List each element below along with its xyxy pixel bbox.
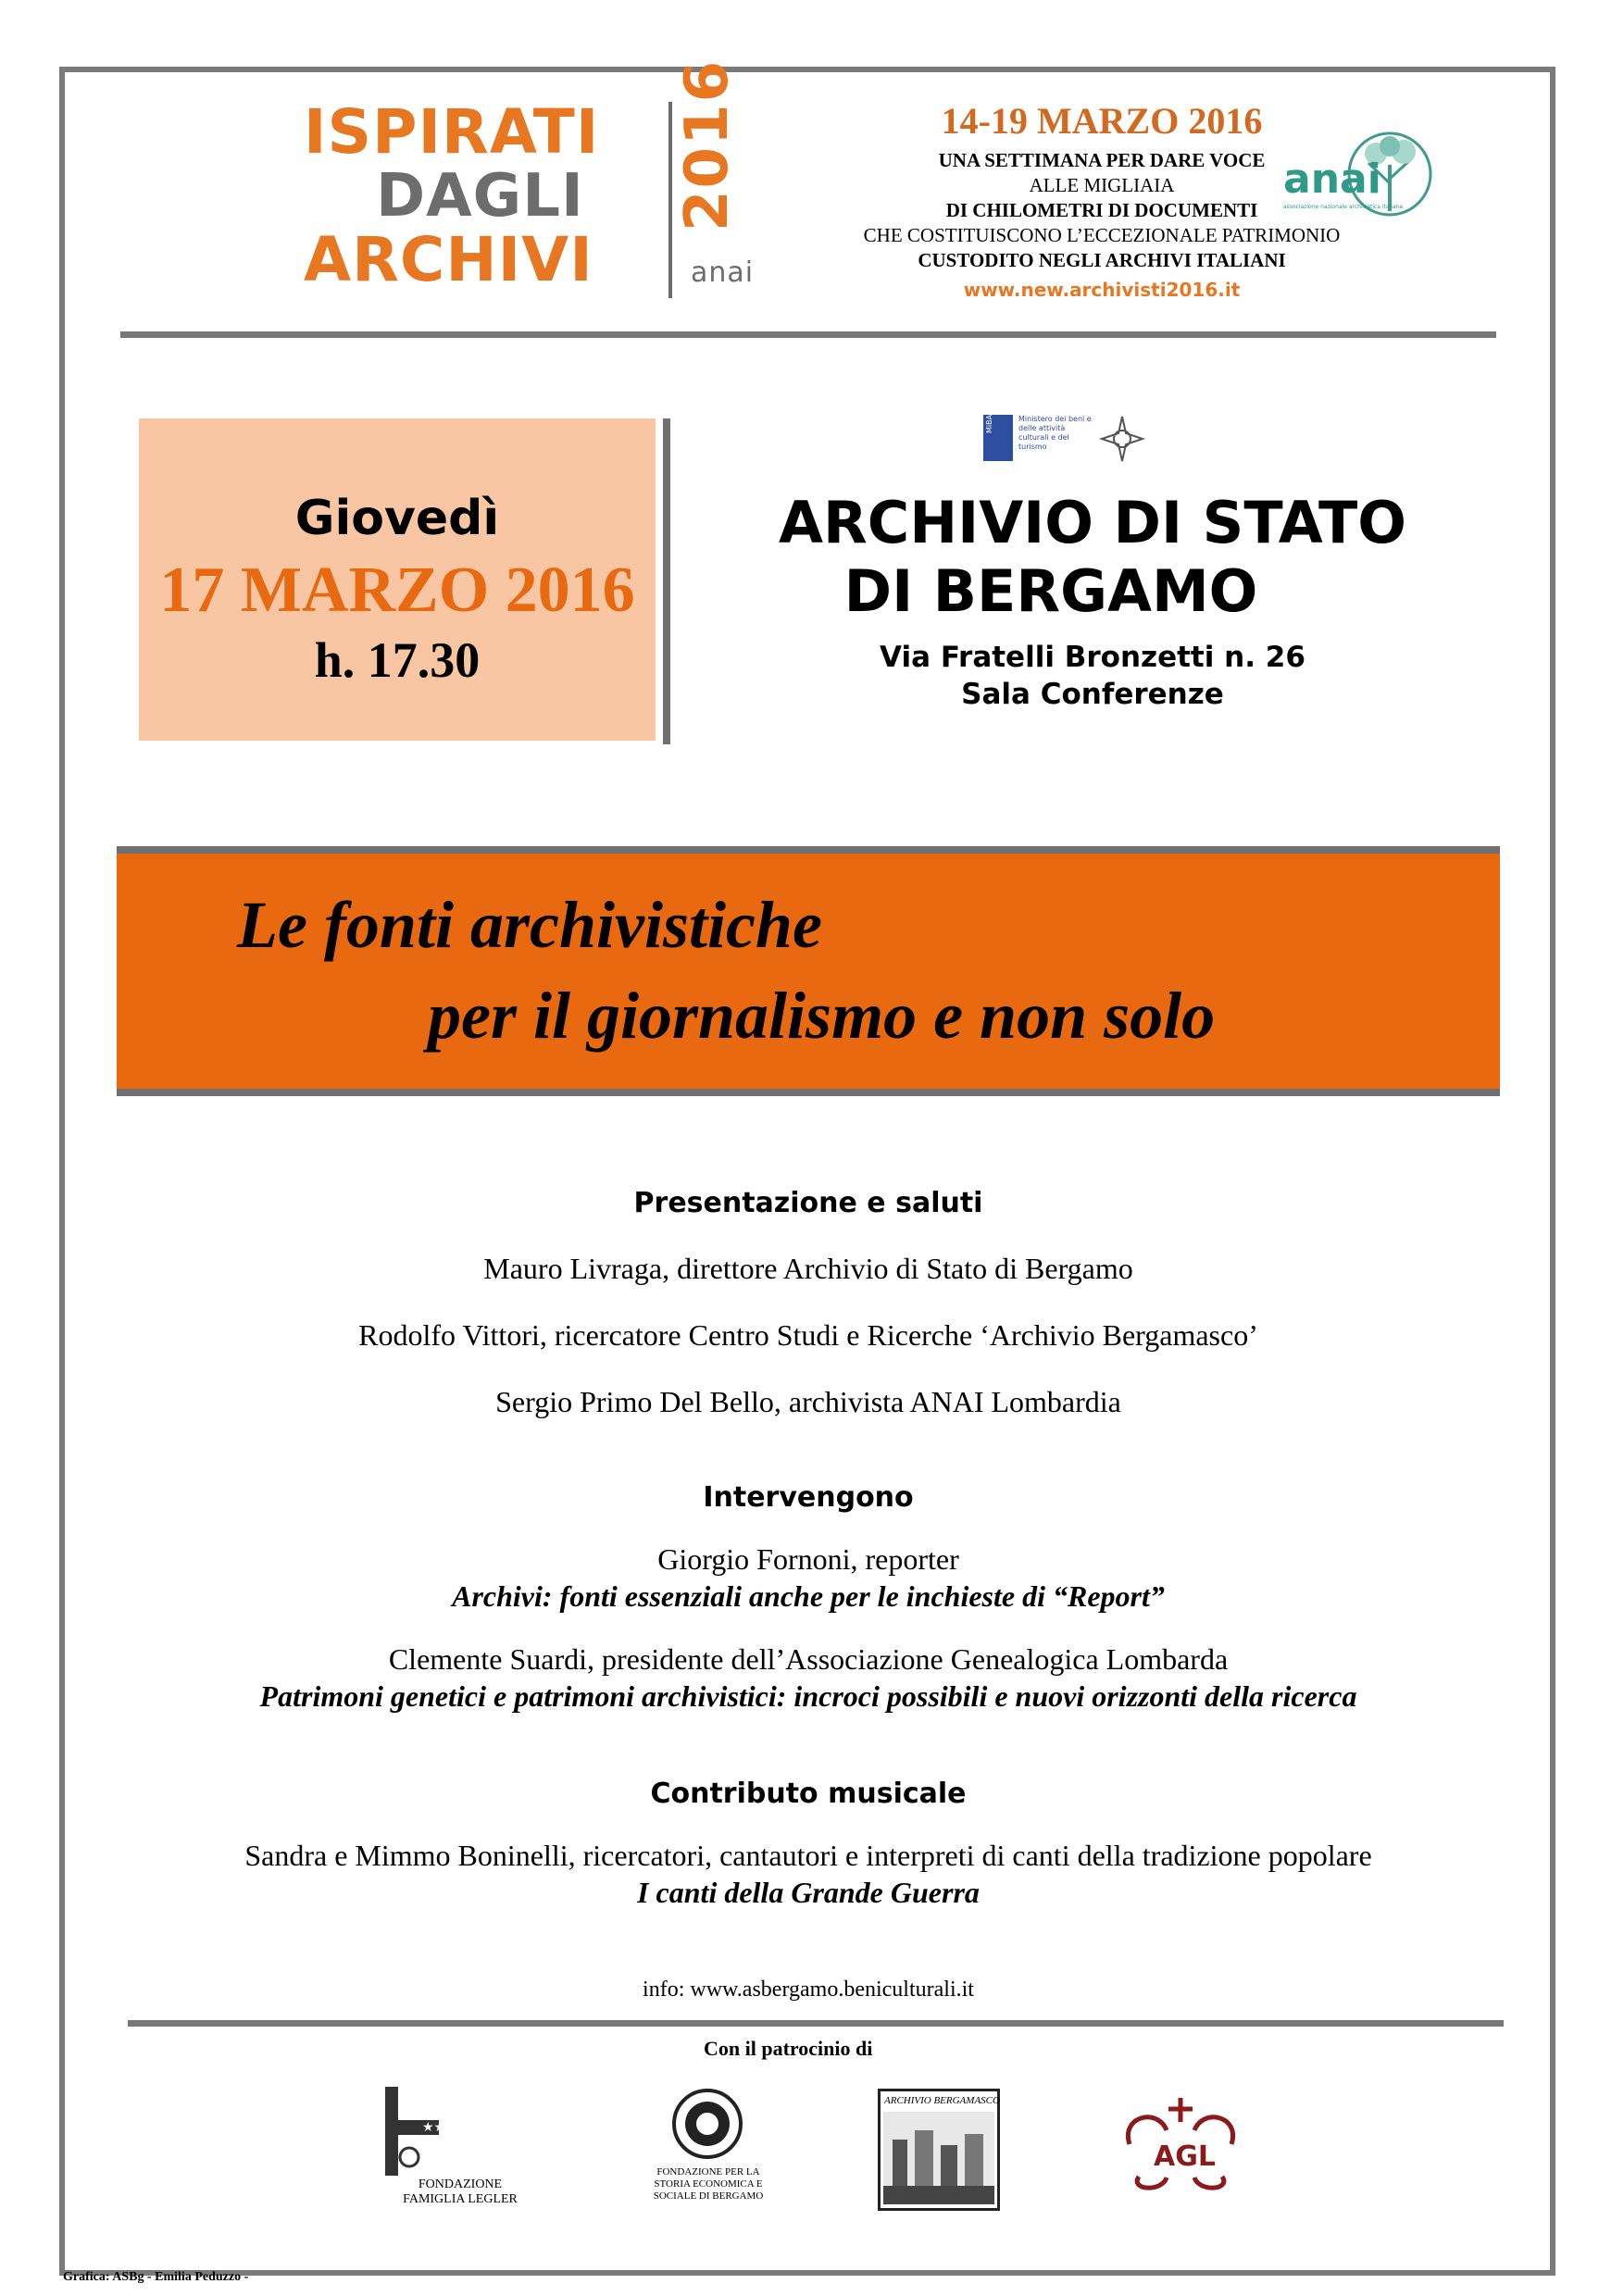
info-link[interactable]: info: www.asbergamo.beniculturali.it	[643, 1978, 974, 2002]
section-heading-intervengono: Intervengono	[703, 1481, 914, 1514]
header-url[interactable]: www.new.archivisti2016.it	[963, 279, 1241, 301]
speaker-2: Clemente Suardi, presidente dell’Associazione Genealogica Lombarda	[388, 1642, 1229, 1676]
ministry-text: Ministero dei beni e delle attività culturali e del turismo	[1018, 415, 1092, 451]
logo-word-ispirati: ISPIRATI	[304, 96, 600, 168]
logo-divider	[668, 102, 672, 298]
agl-logo	[1111, 2089, 1250, 2200]
header-line: CHE COSTITUISCONO L’ECCEZIONALE PATRIMONIO	[863, 224, 1341, 246]
date-box-shadow	[663, 418, 670, 744]
page-frame	[59, 67, 1555, 2276]
logo-brand: anai	[691, 256, 755, 289]
archivio-bergamasco-logo	[878, 2089, 1000, 2211]
program-item: Mauro Livraga, direttore Archivio di Stato di Bergamo	[483, 1252, 1133, 1285]
legler-name: FONDAZIONE FAMIGLIA LEGLER	[403, 2177, 518, 2206]
event-date: 17 MARZO 2016	[159, 555, 635, 626]
talk-1: Archivi: fonti essenziali anche per le inchieste di “Report”	[452, 1579, 1165, 1613]
svg-text:★★: ★★	[422, 2120, 446, 2135]
section-heading-musicale: Contributo musicale	[650, 1778, 967, 1810]
anai-logo	[1283, 128, 1441, 220]
credits: Grafica: ASBg - Emilia Peduzzo -	[63, 2270, 249, 2284]
header-line: CUSTODITO NEGLI ARCHIVI ITALIANI	[918, 249, 1286, 271]
fondazione-storia-logo	[639, 2087, 778, 2226]
speaker-1: Giorgio Fornoni, reporter	[657, 1542, 959, 1576]
anai-logo-subtitle: associazione nazionale archivistica italiana	[1283, 204, 1404, 210]
agl-emblem-icon	[1111, 2089, 1250, 2190]
fondazione-storia-name: FONDAZIONE PER LA STORIA ECONOMICA E SOCIALE DI BERGAMO	[653, 2166, 764, 2202]
performers: Sandra e Mimmo Boninelli, ricercatori, cantautori e interpreti di canti della tradizione popolare	[244, 1839, 1372, 1872]
footer-rule	[128, 2020, 1504, 2027]
fondazione-seal-icon	[670, 2087, 744, 2161]
archivio-bergamasco-name: ARCHIVIO BERGAMASCO	[884, 2095, 1000, 2106]
venue-room: Sala Conferenze	[961, 678, 1224, 711]
header-dates: 14-19 MARZO 2016	[941, 100, 1263, 142]
header-line: ALLE MIGLIAIA	[1029, 174, 1175, 196]
talk-2: Patrimoni genetici e patrimoni archivistici: incroci possibili e nuovi orizzonti della ricerca	[259, 1679, 1357, 1713]
event-logo	[304, 58, 755, 300]
city-engraving-icon	[883, 2112, 994, 2204]
event-time: h. 17.30	[314, 632, 481, 688]
logo-word-archivi: ARCHIVI	[304, 224, 593, 295]
venue-name-line1: ARCHIVIO DI STATO	[779, 489, 1406, 556]
event-day: Giovedì	[294, 491, 500, 546]
logo-word-dagli: DAGLI	[376, 162, 584, 231]
ministry-logo	[983, 405, 1150, 463]
patronage-label: Con il patrocinio di	[704, 2037, 873, 2060]
performance: I canti della Grande Guerra	[637, 1876, 980, 1909]
venue-block	[685, 489, 1500, 713]
header-rule	[120, 331, 1496, 338]
header-line: DI CHILOMETRI DI DOCUMENTI	[945, 199, 1258, 221]
logo-year: 2016	[673, 58, 742, 231]
header-line: UNA SETTIMANA PER DARE VOCE	[938, 149, 1266, 171]
venue-name-line2: DI BERGAMO	[843, 557, 1258, 625]
mibact-abbr: MiBACT	[985, 405, 993, 433]
title-line1: Le fonti archivistiche	[237, 888, 822, 962]
legler-emblem-icon	[381, 2085, 446, 2177]
program-item: Sergio Primo Del Bello, archivista ANAI Lombardia	[495, 1385, 1121, 1418]
anai-logo-word: anai	[1283, 156, 1381, 203]
agl-letters: AGL	[1154, 2140, 1216, 2173]
title-line2: per il giornalismo e non solo	[428, 979, 1216, 1053]
program-item: Rodolfo Vittori, ricercatore Centro Studi e Ricerche ‘Archivio Bergamasco’	[358, 1318, 1258, 1352]
legler-logo	[381, 2085, 530, 2211]
section-heading-presentazione: Presentazione e saluti	[633, 1187, 983, 1219]
venue-address: Via Fratelli Bronzetti n. 26	[880, 641, 1305, 674]
title-banner	[117, 846, 1500, 1096]
emblem-icon	[1098, 415, 1146, 463]
date-box	[139, 418, 656, 741]
